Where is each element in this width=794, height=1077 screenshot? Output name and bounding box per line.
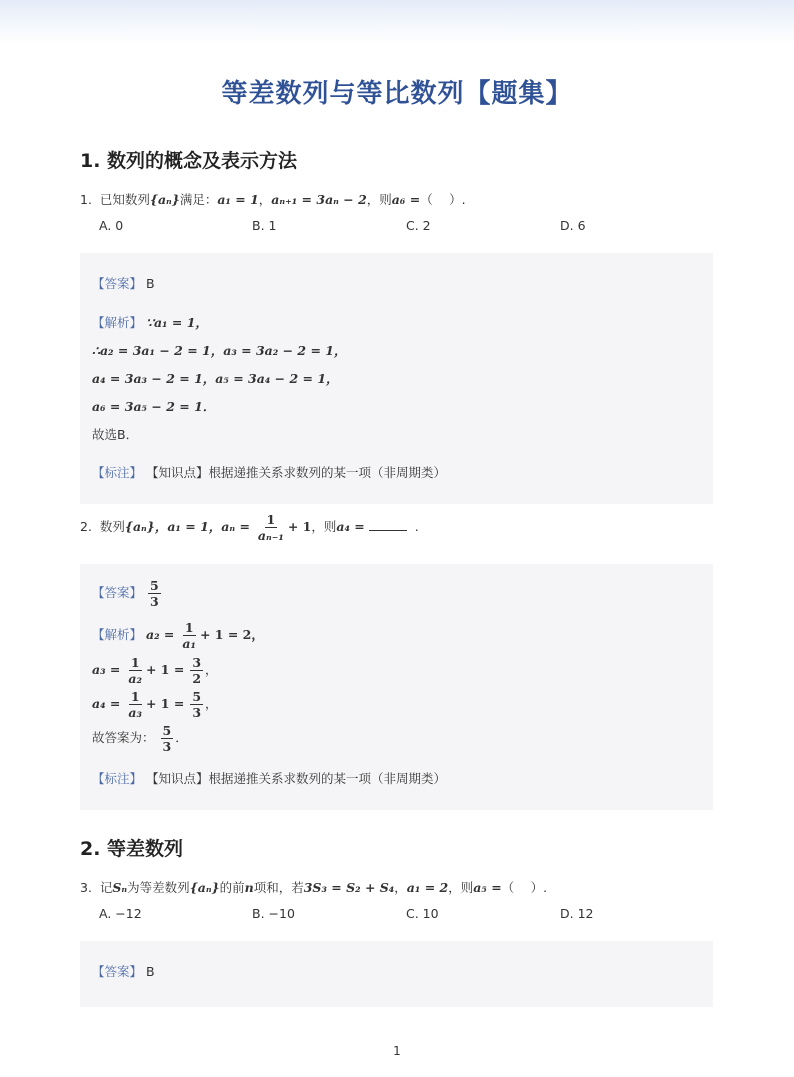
answer-box-2 — [80, 564, 713, 810]
analysis-line-4: a₆ = 3a₅ − 2 = 1． — [92, 399, 216, 414]
question-2: 2. 数列{aₙ}，a₁ = 1，aₙ = $\frac{1}{\text{aₙ₋₁}}$ + 1，则a₄ = . — [80, 512, 419, 543]
header-band — [0, 0, 794, 44]
section-heading-2: 2. 等差数列 — [80, 838, 184, 860]
analysis-line-4: 故答案为： $\frac{5}{3}$ ． — [92, 723, 188, 754]
question-number: 2. — [80, 519, 92, 534]
analysis-line-1: 【解析】 a₂ = $\frac{1}{\text{a₁}}$ + 1 = 2， — [92, 620, 264, 651]
answer-blank[interactable] — [369, 518, 407, 531]
option-b[interactable]: B. 1 — [252, 218, 277, 233]
analysis-line-2: ∴a₂ = 3a₁ − 2 = 1，a₃ = 3a₂ − 2 = 1， — [92, 343, 347, 358]
question-1: 1. 已知数列{aₙ}满足：a₁ = 1，aₙ₊₁ = 3aₙ − 2，则a₆ =（ ）. — [80, 192, 466, 207]
answer-line: 【答案】 B — [92, 276, 155, 291]
section-heading-1: 1. 数列的概念及表示方法 — [80, 150, 298, 172]
option-d[interactable]: D. 12 — [560, 906, 594, 921]
analysis-line-1: 【解析】 ∵a₁ = 1， — [92, 315, 208, 330]
answer-line: 【答案】 B — [92, 964, 155, 979]
option-a[interactable]: A. 0 — [99, 218, 124, 233]
question-number: 1. — [80, 192, 92, 207]
fraction: $\frac{1}{\text{aₙ₋₁}}$ — [257, 512, 284, 543]
page-number: 1 — [393, 1044, 401, 1058]
analysis-line-3: a₄ = $\frac{1}{\text{a₃}}$ + 1 = $\frac{5}{3}$ ， — [92, 689, 218, 720]
option-a[interactable]: A. −12 — [99, 906, 142, 921]
page-title: 等差数列与等比数列【题集】 — [221, 79, 573, 109]
answer-line: 【答案】 $\frac{5}{3}$ — [92, 578, 159, 609]
question-number: 3. — [80, 880, 92, 895]
analysis-line-3: a₄ = 3a₃ − 2 = 1，a₅ = 3a₄ − 2 = 1， — [92, 371, 339, 386]
answer-box-3 — [80, 941, 713, 1007]
answer-box-1 — [80, 253, 713, 504]
note-line: 【标注】 【知识点】根据递推关系求数列的某一项（非周期类） — [92, 771, 447, 786]
option-b[interactable]: B. −10 — [252, 906, 295, 921]
option-c[interactable]: C. 2 — [406, 218, 431, 233]
analysis-line-5: 故选B． — [92, 427, 139, 442]
option-c[interactable]: C. 10 — [406, 906, 439, 921]
question-3: 3. 记Sₙ为等差数列{aₙ}的前n项和，若3S₃ = S₂ + S₄，a₁ = 2，则a₅ =（ ）. — [80, 880, 548, 895]
option-d[interactable]: D. 6 — [560, 218, 586, 233]
analysis-line-2: a₃ = $\frac{1}{\text{a₂}}$ + 1 = $\frac{3}{2}$ ， — [92, 655, 218, 686]
note-line: 【标注】 【知识点】根据递推关系求数列的某一项（非周期类） — [92, 465, 447, 480]
